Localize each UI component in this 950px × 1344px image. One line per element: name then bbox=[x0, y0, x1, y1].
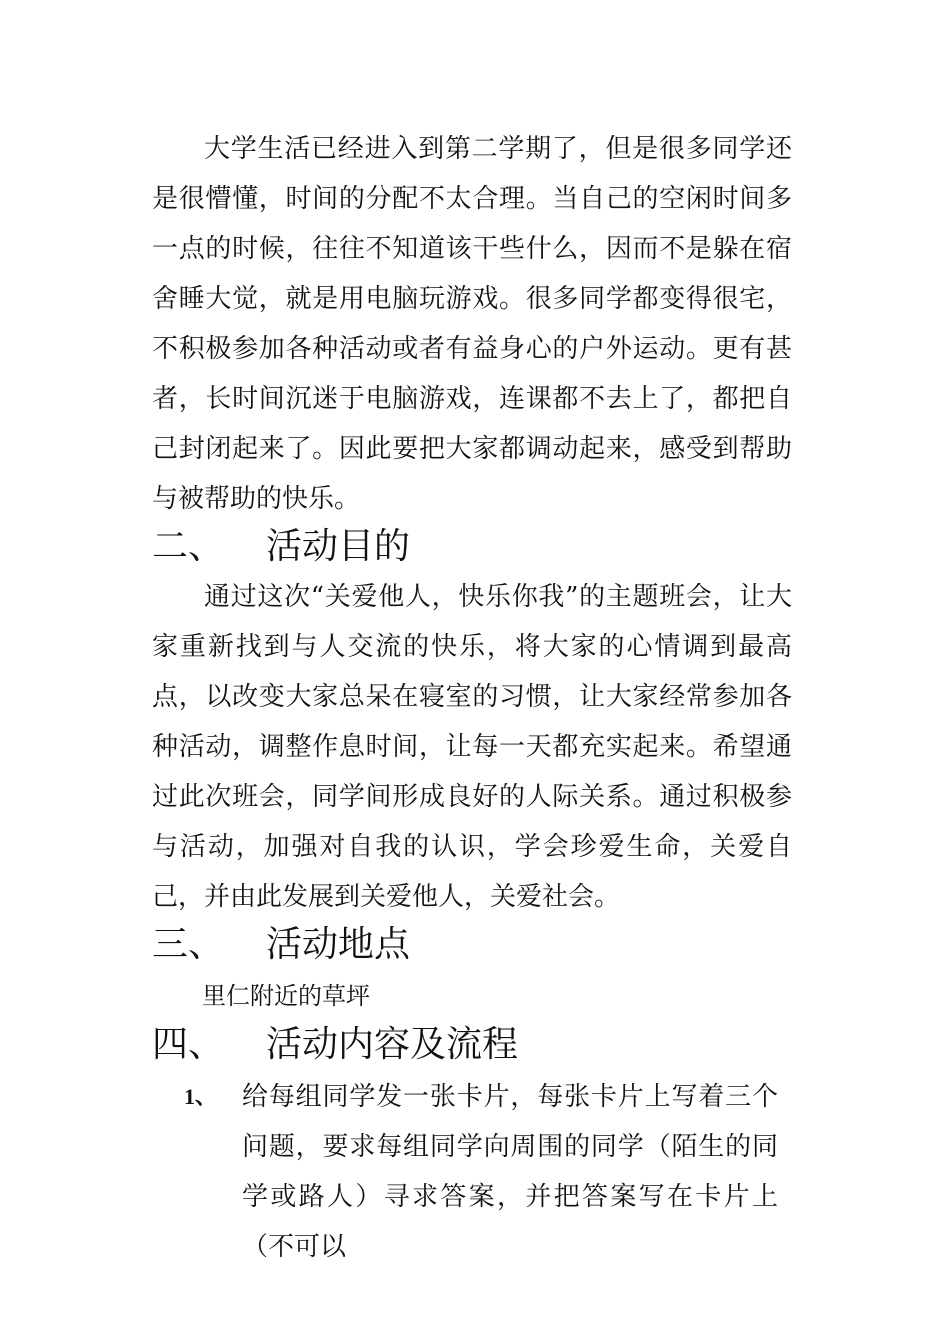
section-number: 三、 bbox=[152, 924, 225, 965]
section-heading-content bbox=[152, 1020, 518, 1070]
section-number: 二、 bbox=[152, 526, 225, 567]
purpose-paragraph: 通过这次“关爱他人，快乐你我”的主题班会，让大家重新找到与人交流的快乐，将大家的心情调到最高点，以改变大家总呆在寝室的习惯，让大家经常参加各种活动，调整作息时间，让每一天都充实起来。希望通过此次班会，同学间形成良好的人际关系。通过积极参与活动，加强对自我的认识，学会珍爱生命，关爱自己，并由此发展到关爱他人，关爱社会。 bbox=[152, 582, 792, 912]
background-paragraph: 大学生活已经进入到第二学期了，但是很多同学还是很懵懂，时间的分配不太合理。当自己的空闲时间多一点的时候，往往不知道该干些什么，因而不是躲在宿舍睡大觉，就是用电脑玩游戏。很多同学都变得很宅，不积极参加各种活动或者有益身心的户外运动。更有甚者，长时间沉迷于电脑游戏，连课都不去上了，都把自己封闭起来了。因此要把大家都调动起来，感受到帮助与被帮助的快乐。 bbox=[152, 134, 792, 514]
list-item-number: 1、 bbox=[184, 1084, 218, 1109]
section-title: 活动内容及流程 bbox=[266, 1024, 519, 1065]
section-title: 活动目的 bbox=[266, 526, 411, 567]
list-item-text: 给每组同学发一张卡片，每张卡片上写着三个问题，要求每组同学向周围的同学（陌生的同学或路人）寻求答案，并把答案写在卡片上（不可以 bbox=[242, 1082, 778, 1262]
section-heading-location bbox=[152, 920, 410, 970]
section-heading-purpose bbox=[152, 522, 410, 572]
section-number: 四、 bbox=[152, 1024, 225, 1065]
section-title: 活动地点 bbox=[266, 924, 411, 965]
location-text: 里仁附近的草坪 bbox=[202, 982, 370, 1010]
